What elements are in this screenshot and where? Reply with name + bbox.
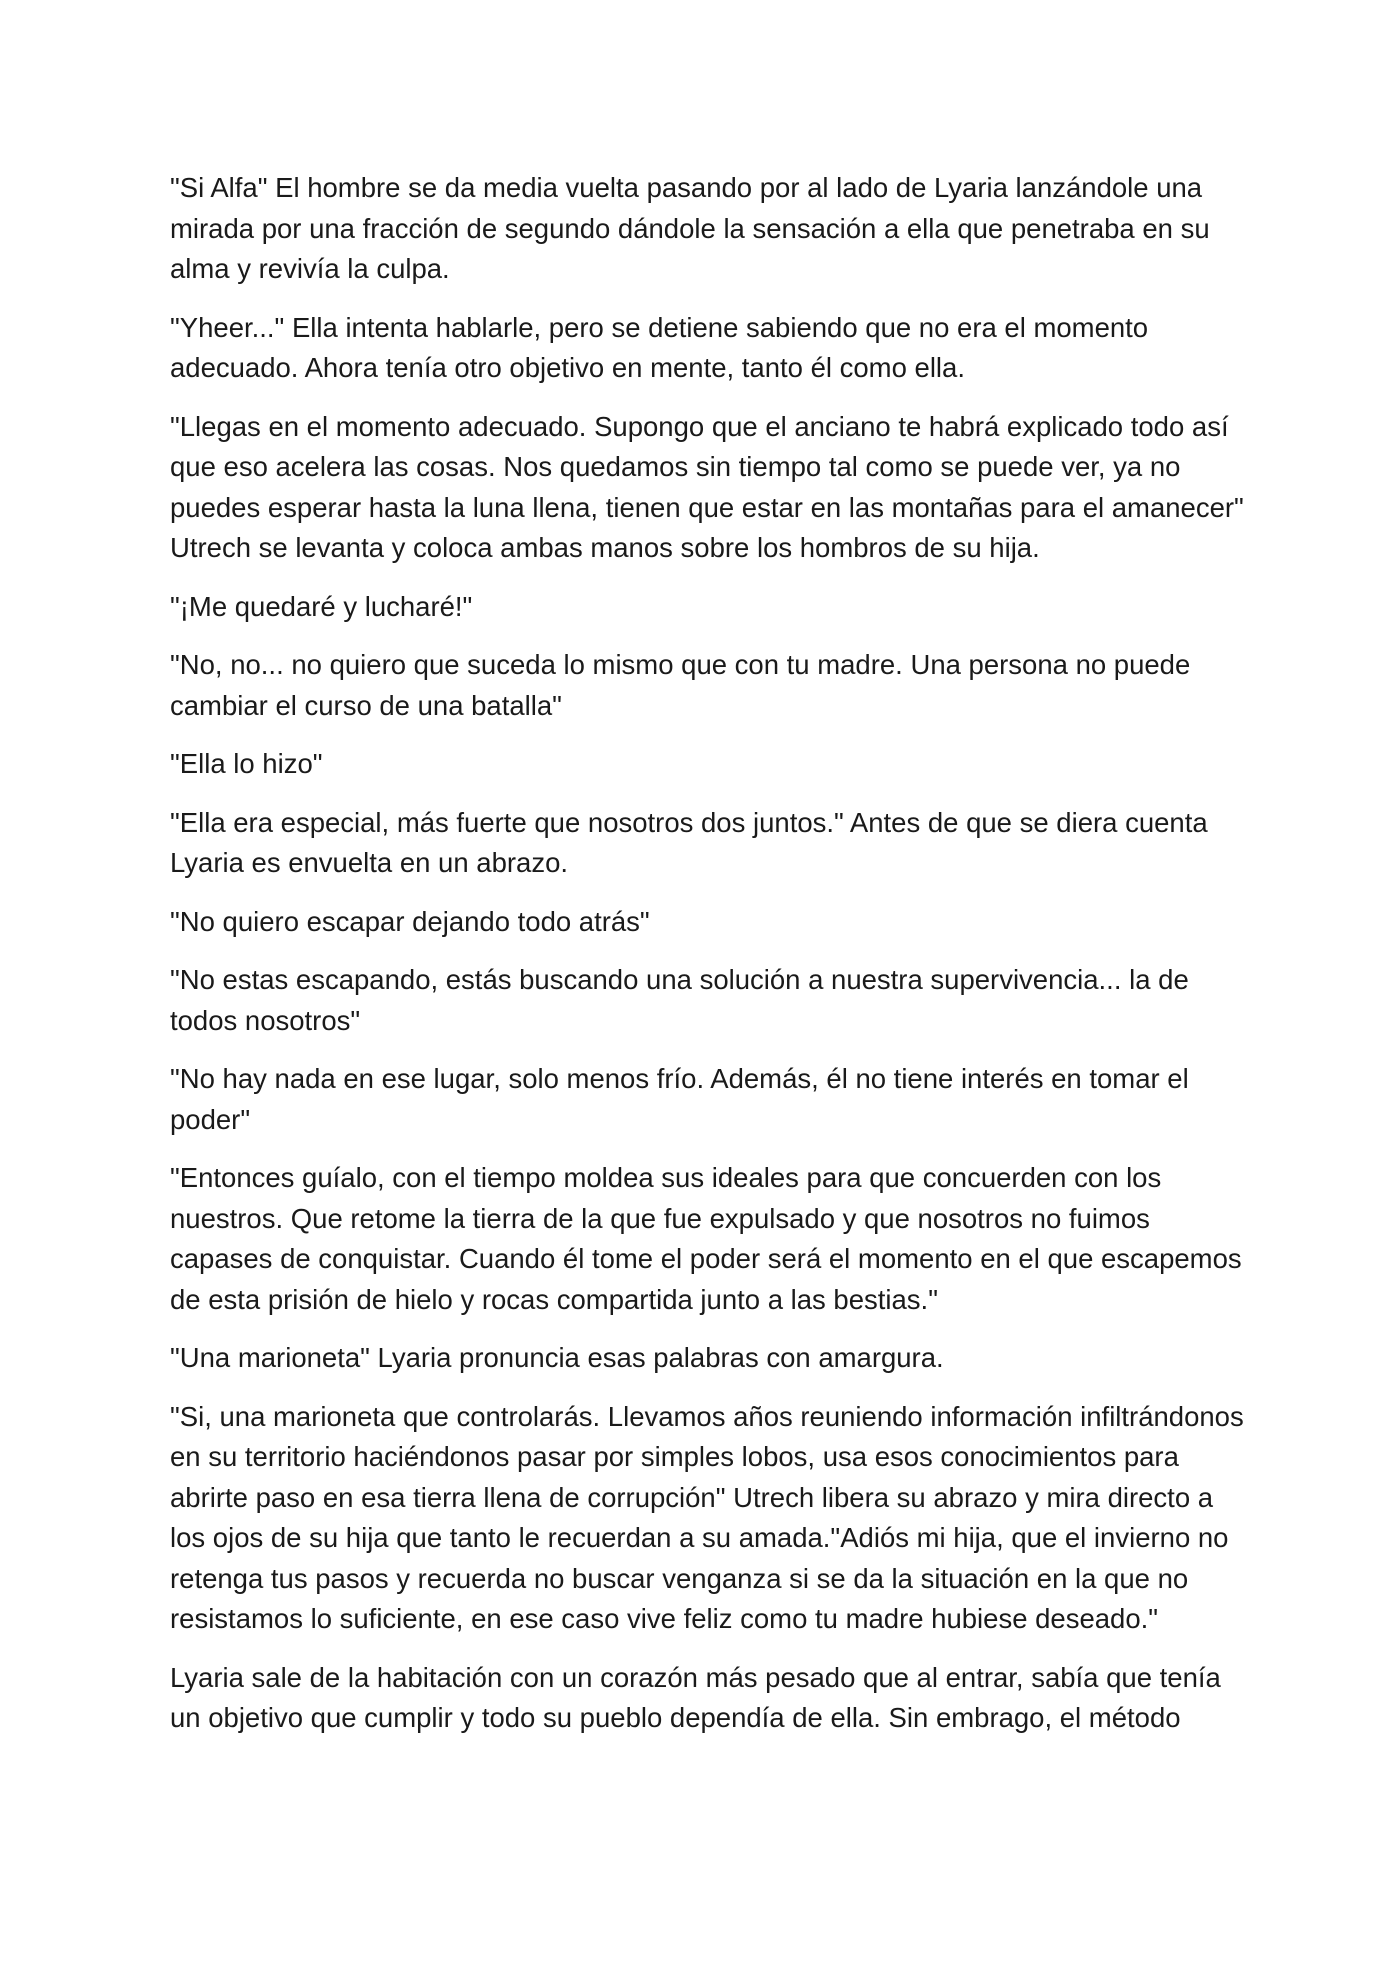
paragraph-5: "No, no... no quiero que suceda lo mismo que con tu madre. Una persona no puede cambiar el curso de una batalla" bbox=[170, 649, 1191, 721]
paragraph-8: "No quiero escapar dejando todo atrás" bbox=[170, 905, 650, 937]
paragraph-7: "Ella era especial, más fuerte que nosotros dos juntos." Antes de que se diera cuenta Lyaria es envuelta en un abrazo. bbox=[170, 806, 1208, 878]
paragraph-14: Lyaria sale de la habitación con un corazón más pesado que al entrar, sabía que tenía un objetivo que cumplir y todo su pueblo dependía de ella. Sin embrago, el método bbox=[170, 1661, 1221, 1733]
paragraph-13: "Si, una marioneta que controlarás. Llevamos años reuniendo información infiltrándonos en su territorio haciéndonos pasar por simples lobos, usa esos conocimientos para abrirte paso en esa tierra llena de corrupción" Utrech libera su abrazo y mira directo a los ojos de su hija que tanto le recuerdan a su amada."Adiós mi hija, que el invierno no retenga tus pasos y recuerda no buscar venganza si se da la situación en la que no resistamos lo suficiente, en ese caso vive feliz como tu madre hubiese deseado." bbox=[170, 1400, 1244, 1634]
body-text bbox=[170, 168, 1250, 1757]
paragraph-2: "Yheer..." Ella intenta hablarle, pero se detiene sabiendo que no era el momento adecuado. Ahora tenía otro objetivo en mente, tanto él como ella. bbox=[170, 311, 1149, 383]
paragraph-6: "Ella lo hizo" bbox=[170, 748, 323, 779]
paragraph-3: "Llegas en el momento adecuado. Supongo que el anciano te habrá explicado todo así que eso acelera las cosas. Nos quedamos sin tiempo tal como se puede ver, ya no puedes esperar hasta la luna llena, tienen que estar en las montañas para el amanecer" Utrech se levanta y coloca ambas manos sobre los hombros de su hija. bbox=[170, 410, 1244, 563]
paragraph-11: "Entonces guíalo, con el tiempo moldea sus ideales para que concuerden con los nuestros. Que retome la tierra de la que fue expulsado y que nosotros no fuimos capases de conquistar. Cuando él tome el poder será el momento en el que escapemos de esta prisión de hielo y rocas compartida junto a las bestias." bbox=[170, 1162, 1242, 1315]
paragraph-4: "¡Me quedaré y lucharé!" bbox=[170, 590, 473, 622]
paragraph-1: "Si Alfa" El hombre se da media vuelta pasando por al lado de Lyaria lanzándole una mirada por una fracción de segundo dándole la sensación a ella que penetraba en su alma y revivía la culpa. bbox=[170, 172, 1210, 284]
paragraph-12: "Una marioneta" Lyaria pronuncia esas palabras con amargura. bbox=[170, 1342, 944, 1373]
paragraph-10: "No hay nada en ese lugar, solo menos frío. Además, él no tiene interés en tomar el poder" bbox=[170, 1063, 1189, 1135]
paragraph-9: "No estas escapando, estás buscando una solución a nuestra supervivencia... la de todos nosotros" bbox=[170, 964, 1189, 1036]
